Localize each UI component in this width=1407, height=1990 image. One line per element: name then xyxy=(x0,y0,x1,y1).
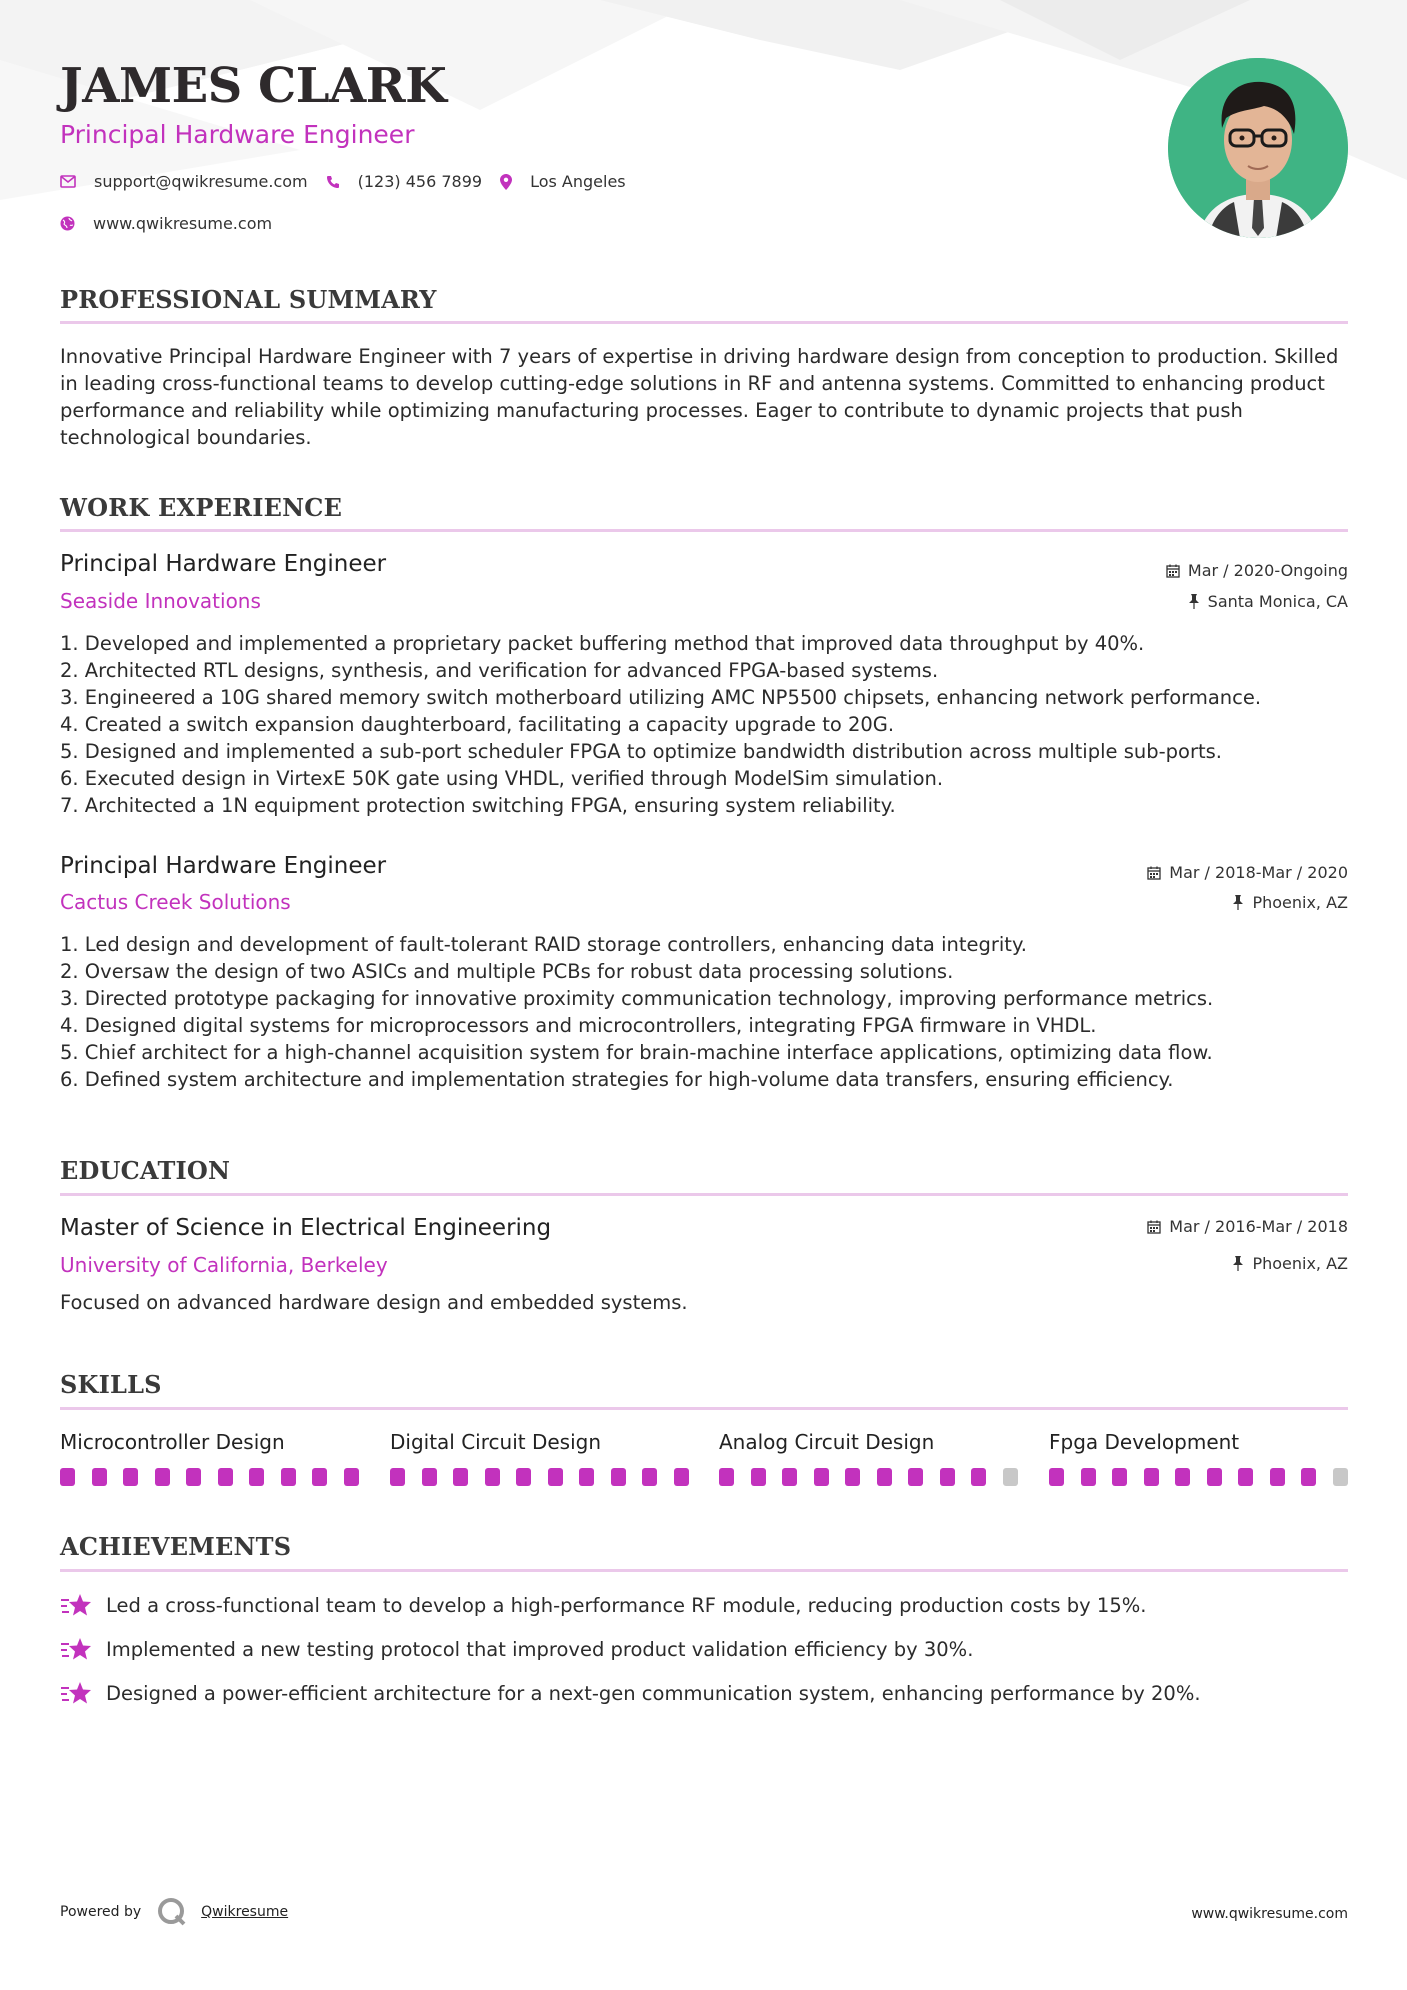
website-row xyxy=(60,214,272,233)
candidate-title: Principal Hardware Engineer xyxy=(60,120,415,149)
experience-divider xyxy=(60,529,1348,532)
skill-rating xyxy=(390,1468,689,1486)
phone-icon xyxy=(326,175,340,189)
contact-phone[interactable]: (123) 456 7899 xyxy=(357,172,483,191)
degree-title: Master of Science in Electrical Engineering xyxy=(60,1215,552,1241)
calendar-icon xyxy=(1147,866,1161,880)
skill-rating xyxy=(1049,1468,1348,1486)
job-company: Seaside Innovations xyxy=(60,589,261,613)
achievement-item xyxy=(60,1636,973,1662)
skill-dot-filled xyxy=(123,1468,138,1486)
skill-dot-filled xyxy=(1207,1468,1222,1486)
skill-dot-filled xyxy=(92,1468,107,1486)
skill-dot-empty xyxy=(1333,1468,1348,1486)
skill-dot-filled xyxy=(1238,1468,1253,1486)
candidate-name: JAMES CLARK xyxy=(60,58,447,114)
star-icon xyxy=(60,1636,92,1662)
skill-dot-filled xyxy=(877,1468,892,1486)
list-item: 1. Led design and development of fault-tolerant RAID storage controllers, enhancing data integrity. xyxy=(60,933,1027,956)
skill-name: Digital Circuit Design xyxy=(390,1430,602,1454)
skill-rating xyxy=(60,1468,359,1486)
list-item: 3. Engineered a 10G shared memory switch motherboard utilizing AMC NP5500 chipsets, enhancing network performance. xyxy=(60,686,1262,709)
skill-dot-filled xyxy=(1270,1468,1285,1486)
skill-dot-empty xyxy=(1003,1468,1018,1486)
skill-dot-filled xyxy=(611,1468,626,1486)
summary-text: Innovative Principal Hardware Engineer with 7 years of expertise in driving hardware design from conception to production. Skilled in leading cross-functional teams to develop cutting-edge solutions in RF and antenna systems. Committed to enhancing product performance and reliability while optimizing manufacturing processes. Eager to contribute to dynamic projects that push technological boundaries. xyxy=(60,345,1339,449)
contact-email[interactable]: support@qwikresume.com xyxy=(94,172,308,191)
pushpin-icon xyxy=(1232,895,1244,910)
skill-dot-filled xyxy=(814,1468,829,1486)
contact-website[interactable]: www.qwikresume.com xyxy=(93,214,273,233)
job-location xyxy=(1232,893,1348,912)
skill-dot-filled xyxy=(908,1468,923,1486)
job-location-text: Santa Monica, CA xyxy=(1207,592,1348,611)
skill-name: Fpga Development xyxy=(1049,1430,1240,1454)
skill-dot-filled xyxy=(516,1468,531,1486)
skill-name: Microcontroller Design xyxy=(60,1430,285,1454)
list-item: 6. Defined system architecture and implementation strategies for high-volume data transfers, ensuring efficiency. xyxy=(60,1068,1174,1091)
skill-name: Analog Circuit Design xyxy=(719,1430,935,1454)
skill-dot-filled xyxy=(845,1468,860,1486)
education-dates xyxy=(1147,1217,1348,1236)
education-location-text: Phoenix, AZ xyxy=(1252,1254,1348,1273)
list-item: 1. Developed and implemented a proprietary packet buffering method that improved data throughput by 40%. xyxy=(60,632,1145,655)
skill-item xyxy=(1049,1430,1349,1454)
skill-dot-filled xyxy=(548,1468,563,1486)
skill-item xyxy=(390,1430,690,1454)
job-dates-text: Mar / 2018-Mar / 2020 xyxy=(1169,863,1348,882)
list-item: 7. Architected a 1N equipment protection switching FPGA, ensuring system reliability. xyxy=(60,794,896,817)
list-item: 6. Executed design in VirtexE 50K gate using VHDL, verified through ModelSim simulation. xyxy=(60,767,944,790)
calendar-icon xyxy=(1147,1220,1161,1234)
job-title: Principal Hardware Engineer xyxy=(60,853,387,879)
skill-dot-filled xyxy=(1112,1468,1127,1486)
skill-dot-filled xyxy=(1301,1468,1316,1486)
skill-dot-filled xyxy=(312,1468,327,1486)
skill-dot-filled xyxy=(642,1468,657,1486)
star-icon xyxy=(60,1680,92,1706)
skill-dot-filled xyxy=(218,1468,233,1486)
contact-row xyxy=(60,172,644,191)
school-name: University of California, Berkeley xyxy=(60,1253,388,1277)
list-item: 3. Directed prototype packaging for innovative proximity communication technology, improving performance metrics. xyxy=(60,987,1214,1010)
skill-dot-filled xyxy=(249,1468,264,1486)
skill-dot-filled xyxy=(719,1468,734,1486)
calendar-icon xyxy=(1166,564,1180,578)
skill-dot-filled xyxy=(579,1468,594,1486)
footer-brand-link[interactable]: Qwikresume xyxy=(201,1904,289,1920)
skill-dot-filled xyxy=(1144,1468,1159,1486)
person-avatar-illustration xyxy=(1168,58,1348,238)
skill-dot-filled xyxy=(155,1468,170,1486)
powered-by-label: Powered by xyxy=(60,1904,142,1920)
job-bullet-list xyxy=(60,630,1360,819)
achievement-text: Designed a power-efficient architecture for a next-gen communication system, enhancing performance by 20%. xyxy=(106,1681,1201,1705)
achievement-text: Led a cross-functional team to develop a high-performance RF module, reducing production costs by 15%. xyxy=(106,1593,1147,1617)
skill-dot-filled xyxy=(485,1468,500,1486)
location-pin-icon xyxy=(500,174,512,190)
achievements-heading: ACHIEVEMENTS xyxy=(60,1532,292,1561)
skill-item xyxy=(719,1430,1019,1454)
list-item: 4. Created a switch expansion daughterboard, facilitating a capacity upgrade to 20G. xyxy=(60,713,895,736)
skill-item xyxy=(60,1430,360,1454)
job-title: Principal Hardware Engineer xyxy=(60,551,387,577)
list-item: 5. Designed and implemented a sub-port scheduler FPGA to optimize bandwidth distribution across multiple sub-ports. xyxy=(60,740,1222,763)
list-item: 5. Chief architect for a high-channel acquisition system for brain-machine interface applications, optimizing data flow. xyxy=(60,1041,1213,1064)
education-location xyxy=(1232,1254,1348,1273)
job-dates-text: Mar / 2020-Ongoing xyxy=(1187,561,1348,580)
skill-dot-filled xyxy=(1049,1468,1064,1486)
skill-dot-filled xyxy=(1081,1468,1096,1486)
job-company: Cactus Creek Solutions xyxy=(60,890,291,914)
skill-dot-filled xyxy=(971,1468,986,1486)
skill-rating xyxy=(719,1468,1018,1486)
pushpin-icon xyxy=(1188,594,1200,609)
star-icon xyxy=(60,1592,92,1618)
job-dates xyxy=(1166,561,1348,580)
achievements-divider xyxy=(60,1569,1348,1572)
summary-heading: PROFESSIONAL SUMMARY xyxy=(60,285,437,314)
education-heading: EDUCATION xyxy=(60,1156,231,1185)
skill-dot-filled xyxy=(1175,1468,1190,1486)
job-location-text: Phoenix, AZ xyxy=(1252,893,1348,912)
skill-dot-filled xyxy=(453,1468,468,1486)
skill-dot-filled xyxy=(751,1468,766,1486)
footer-powered-by xyxy=(60,1897,288,1927)
list-item: 2. Architected RTL designs, synthesis, and verification for advanced FPGA-based systems. xyxy=(60,659,939,682)
education-divider xyxy=(60,1193,1348,1196)
list-item: 2. Oversaw the design of two ASICs and multiple PCBs for robust data processing solutions. xyxy=(60,960,954,983)
profile-photo xyxy=(1168,58,1348,238)
qwikresume-logo-icon xyxy=(157,1897,187,1927)
skill-dot-filled xyxy=(422,1468,437,1486)
job-bullet-list xyxy=(60,931,1360,1093)
job-location xyxy=(1188,592,1348,611)
skill-dot-filled xyxy=(940,1468,955,1486)
achievement-item xyxy=(60,1680,1201,1706)
skill-dot-filled xyxy=(782,1468,797,1486)
skill-dot-filled xyxy=(390,1468,405,1486)
skills-divider xyxy=(60,1407,1348,1410)
education-dates-text: Mar / 2016-Mar / 2018 xyxy=(1169,1217,1348,1236)
skill-dot-filled xyxy=(344,1468,359,1486)
job-dates xyxy=(1147,863,1348,882)
achievement-item xyxy=(60,1592,1146,1618)
summary-divider xyxy=(60,321,1348,324)
list-item: 4. Designed digital systems for microprocessors and microcontrollers, integrating FPGA firmware in VHDL. xyxy=(60,1014,1097,1037)
skill-dot-filled xyxy=(674,1468,689,1486)
skill-dot-filled xyxy=(281,1468,296,1486)
globe-icon xyxy=(60,216,75,231)
skills-heading: SKILLS xyxy=(60,1370,162,1399)
education-description: Focused on advanced hardware design and embedded systems. xyxy=(60,1291,688,1314)
envelope-icon xyxy=(60,175,76,188)
experience-heading: WORK EXPERIENCE xyxy=(60,493,343,522)
skill-dot-filled xyxy=(186,1468,201,1486)
contact-location: Los Angeles xyxy=(530,172,626,191)
skill-dot-filled xyxy=(60,1468,75,1486)
pushpin-icon xyxy=(1232,1256,1244,1271)
footer-url[interactable]: www.qwikresume.com xyxy=(1191,1906,1348,1922)
achievement-text: Implemented a new testing protocol that improved product validation efficiency by 30%. xyxy=(106,1637,974,1661)
